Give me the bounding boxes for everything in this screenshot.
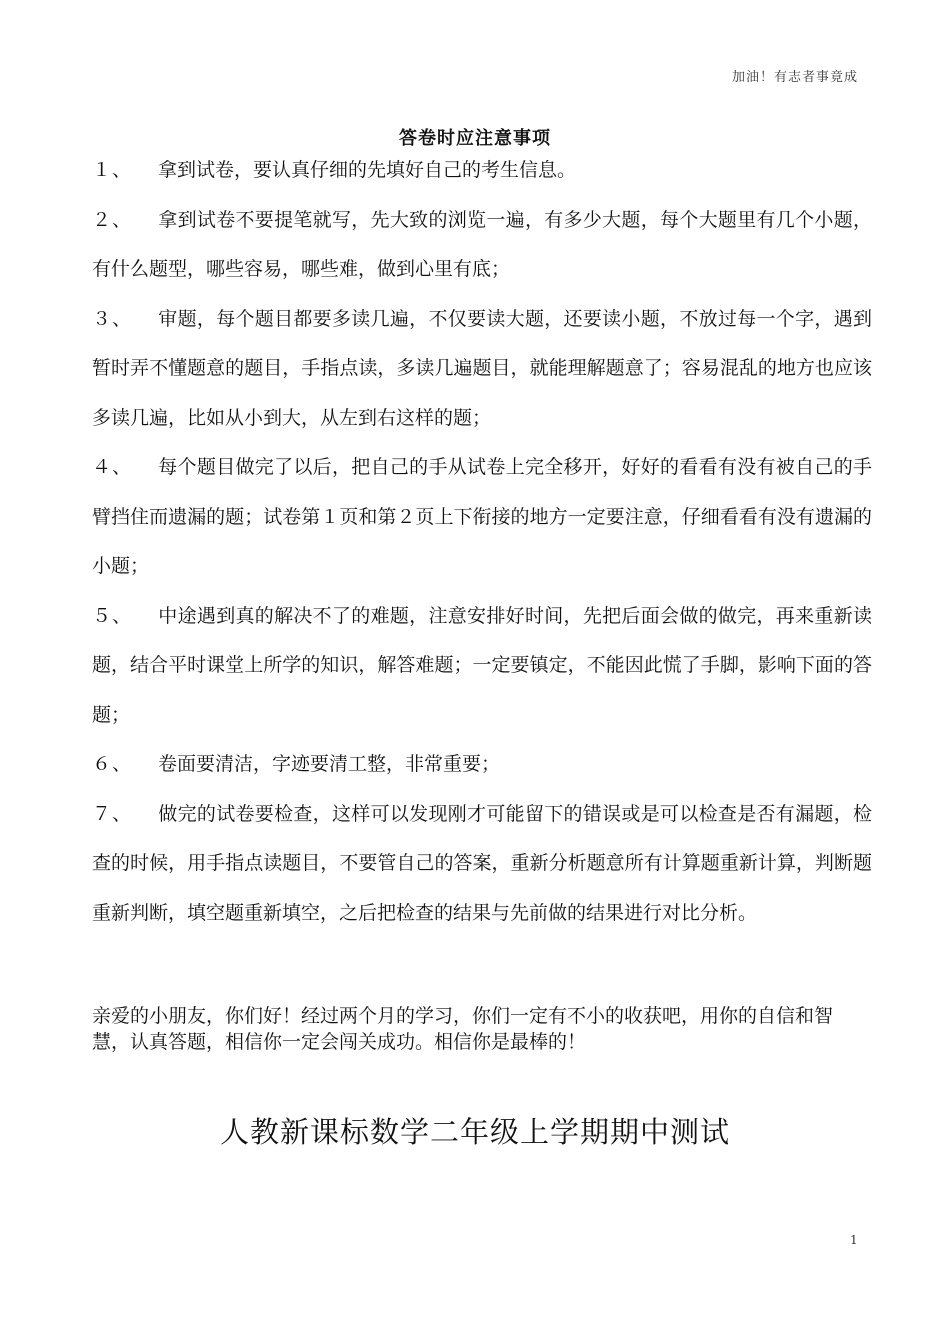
note-item-6 [92, 740, 872, 790]
note-text: 中途遇到真的解决不了的难题，注意安排好时间，先把后面会做的做完，再来重新读题，结合平时课堂上所学的知识，解答难题；一定要镇定，不能因此慌了手脚，影响下面的答题； [92, 604, 872, 726]
note-number: ４、 [92, 456, 133, 478]
greeting-paragraph: 亲爱的小朋友，你们好！经过两个月的学习，你们一定有不小的收获吧，用你的自信和智慧，认真答题，相信你一定会闯关成功。相信你是最棒的！ [92, 1005, 834, 1053]
exam-title: 人教新课标数学二年级上学期期中测试 [219, 1115, 730, 1149]
note-item-4 [92, 443, 872, 592]
note-number: ５、 [92, 604, 133, 627]
note-text: 卷面要清洁，字迹要清工整，非常重要； [158, 753, 501, 775]
note-item-7 [92, 790, 872, 939]
note-text: 审题，每个题目都要多读几遍，不仅要读大题，还要读小题，不放过每一个字，遇到暂时弄不懂题意的题目，手指点读，多读几遍题目，就能理解题意了；容易混乱的地方也应该多读几遍，比如从小到大，从左到右这样的题； [92, 307, 872, 429]
note-item-2 [92, 196, 872, 295]
header-note: 加油！有志者事竟成 [731, 70, 858, 85]
note-text: 拿到试卷不要提笔就写，先大致的浏览一遍，有多少大题，每个大题里有几个小题，有什么题型，哪些容易，哪些难，做到心里有底； [92, 208, 872, 280]
note-item-5 [92, 592, 872, 741]
page-number: 1 [850, 1233, 858, 1247]
note-number: ７、 [92, 802, 133, 825]
note-item-3 [92, 295, 872, 444]
note-text: 做完的试卷要检查，这样可以发现刚才可能留下的错误或是可以检查是否有漏题，检查的时候，用手指点读题目，不要管自己的答案，重新分析题意所有计算题重新计算，判断题重新判断，填空题重新填空，之后把检查的结果与先前做的结果进行对比分析。 [92, 802, 872, 924]
note-number: ２、 [92, 208, 133, 231]
note-number: ３、 [92, 307, 133, 330]
note-text: 拿到试卷，要认真仔细的先填好自己的考生信息。 [158, 159, 577, 181]
note-text: 每个题目做完了以后，把自己的手从试卷上完全移开，好好的看看有没有被自己的手臂挡住而遗漏的题；试卷第１页和第２页上下衔接的地方一定要注意，仔细看看有没有遗漏的小题； [92, 456, 872, 577]
note-number: ６、 [92, 753, 133, 775]
note-item-1 [92, 146, 872, 196]
notes-list [92, 146, 872, 938]
note-number: １、 [92, 159, 133, 181]
page-title: 答卷时应注意事项 [399, 128, 551, 149]
